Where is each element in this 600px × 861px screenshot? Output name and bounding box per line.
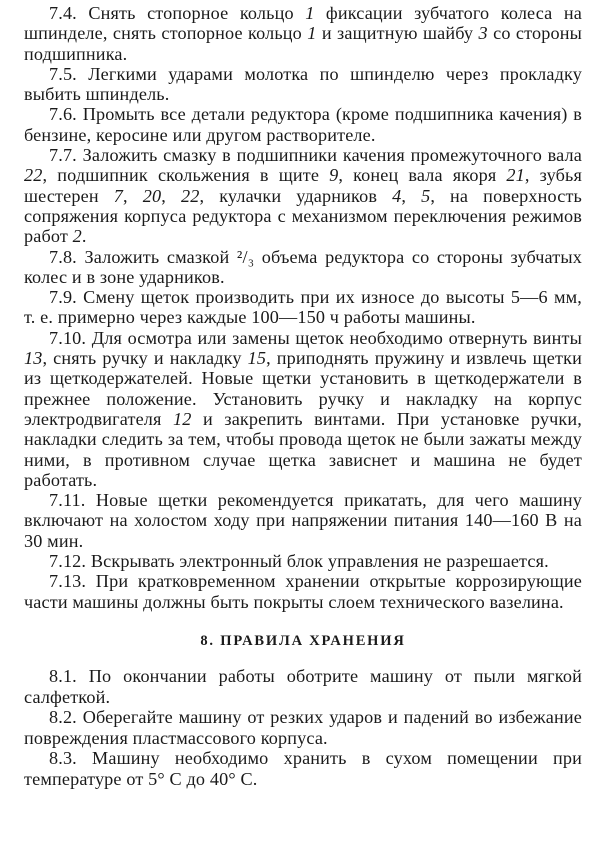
paragraph-number: 8.1. xyxy=(49,665,77,686)
reference-number: 22 xyxy=(24,165,43,186)
paragraph-text: , конец вала якоря xyxy=(338,165,507,186)
paragraph-text: . xyxy=(81,226,87,247)
paragraph-7-12 xyxy=(24,551,582,571)
reference-number: 15 xyxy=(247,348,267,369)
paragraph-text: и защитную шайбу xyxy=(316,23,479,44)
paragraph-text: , зубья шестерен xyxy=(24,165,582,206)
paragraph-text: Оберегайте машину от резких ударов и падений во избежание повреждения пластмассового корпуса. xyxy=(24,707,582,748)
section-8-heading: 8. ПРАВИЛА ХРАНЕНИЯ xyxy=(200,632,406,649)
paragraph-text: со стороны подшипника. xyxy=(24,23,582,64)
reference-number: 7 xyxy=(113,185,123,206)
paragraph-8-3 xyxy=(24,748,582,789)
paragraph-text: , xyxy=(161,185,181,206)
paragraph-number: 7.12. xyxy=(49,551,87,572)
paragraph-7-11 xyxy=(24,490,582,551)
paragraph-text: Смену щеток производить при их износе до высоты 5—6 мм, т. е. примерно через каждые 100—150 ч работы машины. xyxy=(24,287,583,328)
paragraph-number: 7.5. xyxy=(49,63,77,84)
paragraph-7-10 xyxy=(24,328,582,490)
paragraph-7-13 xyxy=(24,571,582,612)
reference-number: 1 xyxy=(305,3,315,23)
reference-number: 13 xyxy=(24,348,43,369)
paragraph-text: Заложить смазкой ²/₃ объема редуктора со стороны зубчатых колес и в зоне ударников. xyxy=(24,246,582,287)
reference-number: 20 xyxy=(142,185,162,206)
reference-number: 1 xyxy=(307,23,317,44)
paragraph-text: По окончании работы оботрите машину от пыли мягкой салфеткой. xyxy=(24,665,582,707)
paragraph-7-8 xyxy=(24,247,582,288)
paragraph-8-1 xyxy=(24,666,582,707)
reference-number: 9 xyxy=(329,165,339,186)
paragraph-text: Промыть все детали редуктора (кроме подшипника качения) в бензине, керосине или другом растворителе. xyxy=(24,104,583,145)
paragraph-text: Заложить смазку в подшипники качения промежуточного вала xyxy=(82,145,582,166)
paragraph-text: При кратковременном хранении открытые коррозирующие части машины должны быть покрыты слоем технического вазелина. xyxy=(24,571,582,612)
paragraph-number: 7.10. xyxy=(49,327,87,348)
paragraph-text: , приподнять пружину и извлечь щетки из щеткодержателей. Новые щетки установить в щеткодержатели в прежнее положение. Установить ручку и накладку на корпус электродвигателя xyxy=(24,348,582,429)
paragraph-7-4 xyxy=(24,3,582,64)
paragraph-7-5 xyxy=(24,64,582,105)
paragraph-7-9 xyxy=(24,287,582,328)
paragraph-text: Вскрывать электронный блок управления не разрешается. xyxy=(90,551,549,572)
paragraph-text: Машину необходимо хранить в сухом помещении при температуре от 5° С до 40° С. xyxy=(24,748,582,789)
reference-number: 3 xyxy=(478,23,488,44)
paragraph-text: и закрепить винтами. При установке ручки, накладки следить за тем, чтобы провода щеток не были зажаты между ними, в противном случае щетка зависнет и машина не будет работать. xyxy=(24,408,582,490)
reference-number: 4 xyxy=(392,185,402,206)
section-8-storage-rules xyxy=(24,666,582,790)
paragraph-text: , xyxy=(123,185,143,206)
paragraph-8-2 xyxy=(24,707,582,748)
paragraph-text: Легкими ударами молотка по шпинделю через прокладку выбить шпиндель. xyxy=(24,63,582,105)
paragraph-number: 8.2. xyxy=(49,707,77,728)
reference-number: 5 xyxy=(421,185,431,206)
paragraph-text: Для осмотра или замены щеток необходимо отвернуть винты xyxy=(91,327,582,348)
paragraph-text: , на поверхность сопряжения корпуса редуктора с механизмом переключения режимов работ xyxy=(24,185,582,247)
paragraph-number: 7.6. xyxy=(49,104,77,125)
paragraph-number: 7.7. xyxy=(49,145,77,166)
paragraph-number: 8.3. xyxy=(49,748,77,769)
paragraph-text: Новые щетки рекомендуется прикатать, для чего машину включают на холостом ходу при напряжении питания 140—160 В на 30 мин. xyxy=(24,490,582,551)
paragraph-text: , подшипник скольжения в щите xyxy=(42,165,330,186)
paragraph-text: Снять стопорное кольцо xyxy=(88,3,306,23)
paragraph-text: , снять ручку и накладку xyxy=(42,348,248,369)
paragraph-number: 7.8. xyxy=(49,246,77,267)
paragraph-number: 7.13. xyxy=(49,571,87,592)
reference-number: 2 xyxy=(72,226,82,247)
paragraph-7-7 xyxy=(24,145,582,246)
reference-number: 12 xyxy=(173,408,192,429)
paragraph-text: , кулачки ударников xyxy=(199,185,393,206)
paragraph-number: 7.11. xyxy=(49,490,86,511)
paragraph-text: , xyxy=(401,185,422,206)
paragraph-number: 7.4. xyxy=(49,3,77,23)
section-7-maintenance-steps xyxy=(24,3,582,612)
paragraph-7-6 xyxy=(24,104,582,145)
paragraph-text: фиксации зубчатого колеса на шпинделе, снять стопорное кольцо xyxy=(24,3,582,44)
reference-number: 21 xyxy=(506,165,525,186)
reference-number: 22 xyxy=(180,185,200,206)
paragraph-number: 7.9. xyxy=(49,287,77,308)
